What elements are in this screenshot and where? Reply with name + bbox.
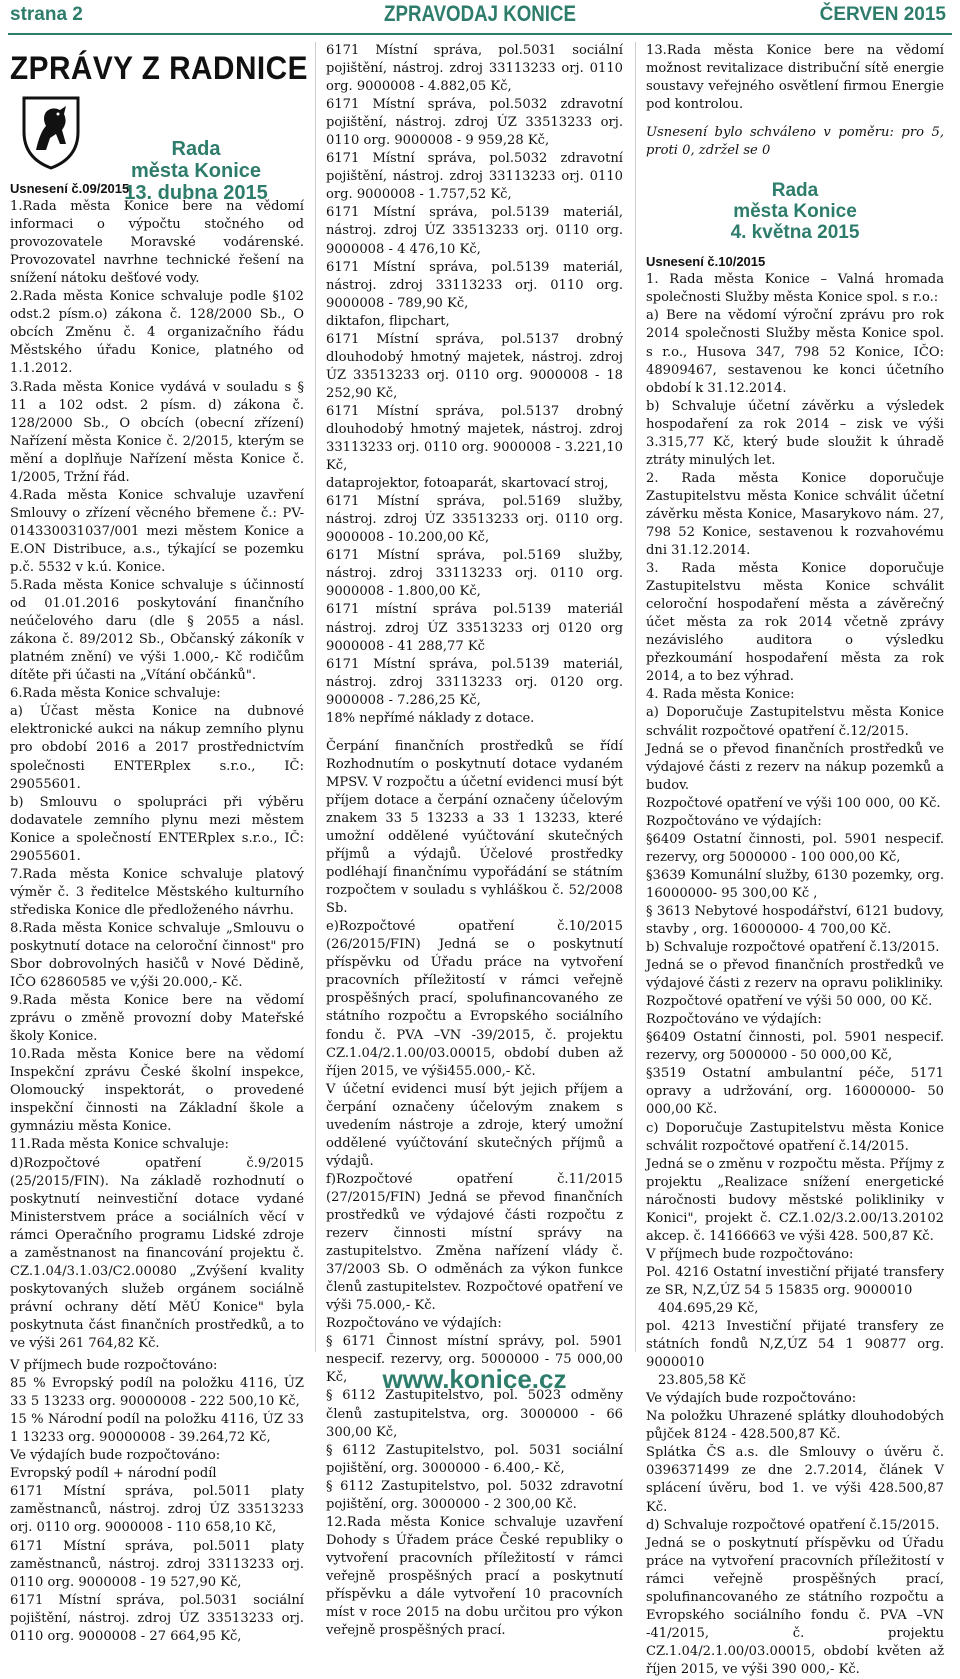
column-divider: [315, 42, 316, 1352]
paragraph: dataprojektor, fotoaparát, skartovací stroj,: [326, 476, 609, 492]
paragraph: Rozpočtové opatření ve výši 100 000, 00 Kč.: [646, 795, 941, 811]
paragraph: 6171 Místní správa, pol.5137 drobný dlouhodobý hmotný majetek, nástroj. zdroj ÚZ 33513233 orj. 0110 org. 9000008 - 18 252,90 Kč,: [326, 331, 623, 401]
paragraph: § 6112 Zastupitelstvo, pol. 5023 odměny členů zastupitelstva, org. 3000000 - 66 300,00 Kč,: [326, 1388, 623, 1440]
paragraph: 12.Rada města Konice schvaluje uzavření Dohody s Úřadem práce České republiky o vytvoření pracovních příležitostí v rámci veřejně prospěšných prací a poskytnutí příspěvku a dále vytvoření 10 pracovních míst v roce 2015 na dobu určitou pro výkon veřejně prospěšných prací.: [326, 1514, 623, 1639]
paragraph: 10.Rada města Konice bere na vědomí Inspekční zprávu České školní inspekce, Olomoucký inspektorát, o provedené inspekční činnosti na Základní škole a gymnáziu města Konice.: [10, 1047, 304, 1135]
paragraph: c) Doporučuje Zastupitelstvu města Konice schválit rozpočtové opatření č.14/2015.: [646, 1120, 944, 1154]
paragraph: Ve výdajích bude rozpočtováno:: [10, 1448, 221, 1464]
banner-sub-date: 13. dubna 2015: [124, 182, 268, 204]
paragraph: 2. Rada města Konice doporučuje Zastupitelstvu města Konice schválit účetní závěrku města Konice, Masarykovo nám. 27, 798 52 Konice, sestavenou k rozvahovému dni 31.12.2014.: [646, 470, 944, 559]
paragraph: Rozpočtováno ve výdajích:: [326, 1316, 502, 1332]
paragraph: 6171 Místní správa, pol.5169 služby, nástroj. zdroj 33113233 orj. 0110 org. 9000008 - 1.800,00 Kč,: [326, 548, 623, 600]
column-left: [10, 180, 304, 1646]
paragraph: b) Schvaluje účetní závěrku a výsledek hospodaření za rok 2014 – zisk ve výši 3.315,77 Kč, který bude sloužit k úhradě ztráty minulých let.: [646, 398, 944, 468]
paragraph: f)Rozpočtové opatření č.11/2015 (27/2015/FIN) Jedná se převod finančních prostředků ve výdajové části rozpočtu z rezerv činnosti místní správy na zastupitelstvo. Změna nařízení vlády č. 37/2003 Sb. O odměnách za výkon funkce členů zastupitelstev. Rozpočtové opatření ve výši 75.000,- Kč.: [326, 1171, 623, 1314]
paragraph: 6171 Místní správa, pol.5139 materiál, nástroj. zdroj 33113233 orj. 0120 org. 9000008 - 7.286,25 Kč,: [326, 656, 623, 708]
header-rule: [8, 33, 952, 35]
paragraph: Evropský podíl + národní podíl: [10, 1466, 217, 1482]
paragraph: 6171 místní správa pol.5139 materiál nástroj. zdroj ÚZ 33513233 orj 0120 org 9000008 - 41 288,77 Kč: [326, 602, 623, 654]
paragraph: d) Schvaluje rozpočtové opatření č.15/2015.: [646, 1517, 940, 1533]
paragraph: Rozpočtováno ve výdajích:: [646, 1012, 822, 1028]
banner-sub-town: města Konice: [130, 160, 262, 182]
paragraph: 85 % Evropský podíl na položku 4116, ÚZ 33 5 13233 org. 90000008 - 222 500,10 Kč,: [10, 1376, 304, 1410]
paragraph: 6171 Místní správa, pol.5137 drobný dlouhodobý hmotný majetek, nástroj. zdroj 33113233 orj. 0110 org. 9000008 - 3.221,10 Kč,: [326, 403, 623, 474]
column-right: [646, 42, 944, 1679]
paragraph: 8.Rada města Konice schvaluje „Smlouvu o poskytnutí dotace na celoroční činnost" pro Sbor dobrovolných hasičů v Nové Dědině, IČO 62860585 ve v,ýši 20.000,- Kč.: [10, 920, 304, 991]
paragraph: Jedná se o poskytnutí příspěvku od Úřadu práce na vytvoření pracovních příležitostí v rámci veřejně prospěšných prací, spolufinancovaného ze státního rozpočtu a Evropského sociálního fondu č. PVA –VN -41/2015, č. projektu CZ.1.04/2.1.00/03.00015, období květen až říjen 2015, ve výši 390 000,- Kč.: [646, 1535, 944, 1677]
paragraph: § 6112 Zastupitelstvo, pol. 5031 sociální pojištění, org. 3000000 - 6.400,- Kč,: [326, 1442, 623, 1476]
paragraph: 6171 Místní správa, pol.5031 sociální pojištění, nástroj. zdroj ÚZ 33513233 orj. 0110 org. 9000008 - 27 664,95 Kč,: [10, 1592, 304, 1644]
paragraph: §3639 Komunální služby, 6130 pozemky, org. 16000000- 95 300,00 Kč ,: [646, 867, 944, 901]
paragraph: 7.Rada města Konice schvaluje platový výměr č. 3 ředitelce Městského kulturního střediska Konice dle předloženého návrhu.: [10, 866, 304, 918]
paragraph: V příjmech bude rozpočtováno:: [10, 1358, 218, 1374]
paragraph: 6171 Místní správa, pol.5139 materiál, nástroj. zdroj ÚZ 33513233 orj. 0110 org. 9000008 - 4 476,10 Kč,: [326, 205, 623, 257]
paragraph: 15 % Národní podíl na položku 4116, ÚZ 33 1 13233 org. 90000008 - 39.264,72 Kč,: [10, 1412, 304, 1446]
paragraph: Rozpočtové opatření ve výši 50 000, 00 Kč.: [646, 994, 933, 1010]
paragraph: V příjmech bude rozpočtováno:: [646, 1246, 854, 1262]
heading-town: města Konice: [733, 201, 857, 223]
newsletter-title: ZPRAVODAJ KONICE: [384, 1, 576, 26]
paragraph: 9.Rada města Konice bere na vědomí zprávu o změně provozní doby Mateřské školy Konice.: [10, 993, 304, 1045]
paragraph: 6.Rada města Konice schvaluje:: [10, 686, 221, 702]
paragraph: 2.Rada města Konice schvaluje podle §102 odst.2 písm.o) zákona č. 128/2000 Sb., O obcích Změnu č. 4 organizačního řádu Městského úřadu Konice, platného od 1.1.2012.: [10, 289, 304, 377]
column-middle: [326, 42, 623, 1640]
town-crest-icon: [16, 92, 86, 170]
paragraph: e)Rozpočtové opatření č.10/2015 (26/2015/FIN) Jedná se o poskytnutí příspěvku od Úřadu práce na vytvoření pracovních příležitostí v rámci veřejně prospěšných prací, spolufinancovaného ze státního rozpočtu a Evropského sociálního fondu č. PVA –VN -39/2015, č. projektu CZ.1.04/2.1.00/03.00015, období duben až říjen 2015, ve výši455.000,- Kč.: [326, 919, 623, 1079]
paragraph: §3519 Ostatní ambulantní péče, 5171 opravy a udržování, org. 16000000- 50 000,00 Kč.: [646, 1066, 944, 1118]
resolution-number: Usnesení č.10/2015: [646, 254, 766, 270]
paragraph: 6171 Místní správa, pol.5032 zdravotní pojištění, nástroj. zdroj 33113233 orj. 0110 org. 9000008 - 1.757,52 Kč,: [326, 151, 623, 203]
paragraph: b) Schvaluje rozpočtové opatření č.13/2015.: [646, 940, 940, 956]
paragraph: 4. Rada města Konice:: [646, 687, 795, 703]
paragraph: Splátka ČS a.s. dle Smlouvy o úvěru č. 0396371499 ze dne 2.7.2014, článek V splácení úvěru, bod 1. ve výši 428.500,87 Kč.: [646, 1445, 944, 1515]
paragraph: 4.Rada města Konice schvaluje uzavření Smlouvy o zřízení věcného břemene č.: PV-014330031037/001 mezi městem Konice a E.ON Distribuce, a.s., týkající se pozemku p.č. 5532 v k.ú. Konice.: [10, 487, 304, 575]
paragraph: Rozpočtováno ve výdajích:: [646, 813, 822, 829]
paragraph: 6171 Místní správa, pol.5032 zdravotní pojištění, nástroj. zdroj ÚZ 33513233 orj. 0110 org. 9000008 - 9 959,28 Kč,: [326, 97, 623, 149]
paragraph: V účetní evidenci musí být jejich příjem a čerpání označeny účelovým znakem s uvedením nástroje a zdroje, který umožní oddělené vyúčtování skutečných příjmů a výdajů.: [326, 1081, 623, 1169]
paragraph: Na položku Uhrazené splátky dlouhodobých půjček 8124 - 428.500,87 Kč.: [646, 1409, 944, 1443]
column-divider: [635, 42, 636, 1352]
paragraph: d)Rozpočtové opatření č.9/2015 (25/2015/FIN). Na základě rozhodnutí o poskytnutí neinvestiční dotace vydané Ministerstvem práce a sociálních věcí v rámci Operačního programu Lidské zdroje a zaměstnanost na financování projektu č. CZ.1.04/3.1.03/C2.00080 „Zvýšení kvality poskytovaných služeb orgánem sociálně právní ochrany dětí MěÚ Konice" byla poskytnuta část finančních prostředků, a to ve výši 261 764,82 Kč.: [10, 1155, 304, 1351]
website-link[interactable]: www.konice.cz: [382, 1364, 567, 1394]
paragraph: 6171 Místní správa, pol.5169 služby, nástroj. zdroj ÚZ 33513233 orj. 0110 org. 9000008 - 10.200,00 Kč,: [326, 494, 623, 546]
paragraph: 3. Rada města Konice doporučuje Zastupitelstvu města Konice schválit celoroční hospodaření města a závěrečný účet města za rok 2014 včetně zprávy nezávislého auditora o výsledku přezkoumání hospodaření města za rok 2014, a to bez výhrad.: [646, 561, 944, 685]
paragraph: 6171 Místní správa, pol.5139 materiál, nástroj. zdroj 33113233 orj. 0110 org. 9000008 - 789,90 Kč,: [326, 259, 623, 311]
paragraph: Jedná se o změnu v rozpočtu města. Příjmy z projektu „Realizace snížení energetické náročnosti budovy městské polikliniky v Konici", projekt č. CZ.1.02/3.2.00/13.20102 akcep. č. 14166663 ve výši 428. 500,87 Kč.: [646, 1156, 944, 1244]
paragraph: a) Doporučuje Zastupitelstvu města Konice schválit rozpočtové opatření č.12/2015.: [646, 705, 944, 739]
paragraph: Čerpání finančních prostředků se řídí Rozhodnutím o poskytnutí dotace vydaném MPSV. V rozpočtu a účetní evidenci musí být příjem dotace a čerpání označeny účelovým znakem 33 5 13233 a 33 1 13233, které umožní oddělené vyúčtování skutečných příjmů a výdajů. Účelové prostředky podléhají finančnímu vypořádání se státním rozpočtem v souladu s vyhláškou č. 52/2008 Sb.: [326, 738, 623, 917]
paragraph: 18% nepřímé náklady z dotace.: [326, 710, 535, 726]
banner-sub-rada: Rada: [171, 138, 221, 160]
paragraph: a) Bere na vědomí výroční zprávu pro rok 2014 společnosti Služby města Konice spol. s r.o., Husova 347, 798 52 Konice, IČO: 48909467, sestavenou ke konci účetního období k 31.12.2014.: [646, 308, 944, 396]
paragraph: Jedná se o převod finančních prostředků ve výdajové části z rezerv na nákup pozemků a budov.: [646, 741, 944, 793]
paragraph: a) Účast města Konice na dubnové elektronické aukci na nákup zemního plynu pro období 2016 a 2017 prostřednictvím společnosti ENTERplex s.r.o., IČ: 29055601.: [10, 704, 304, 792]
heading-date: 4. května 2015: [730, 222, 860, 244]
paragraph: § 6112 Zastupitelstvo, pol. 5032 zdravotní pojištění, org. 3000000 - 2 300,00 Kč.: [326, 1478, 623, 1512]
heading-rada: Rada: [771, 180, 819, 202]
paragraph: 1.Rada města Konice bere na vědomí informaci o výpočtu stočného od provozovatele Moravské vodárenské. Provozovatel navrhne technické řešení na snížení nátoku dešťové vody.: [10, 199, 304, 287]
page-number: strana 2: [10, 4, 83, 25]
paragraph: 3.Rada města Konice vydává v souladu s § 11 a 102 odst. 2 písm. d) zákona č. 128/2000 Sb., O obcích (obecní zřízení) Nařízení města Konice č. 2/2015, kterým se mění a doplňuje Nařízení města Konice č. 1/2005, Tržní řád.: [10, 379, 304, 485]
paragraph: 6171 Místní správa, pol.5031 sociální pojištění, nástroj. zdroj 33113233 orj. 0110 org. 9000008 - 4.882,05 Kč,: [326, 43, 623, 95]
paragraph: 1. Rada města Konice – Valná hromada společnosti Služby města Konice spol. s r.o.:: [646, 272, 944, 306]
paragraph: §6409 Ostatní činnosti, pol. 5901 nespecif. rezervy, org 5000000 - 100 000,00 Kč,: [646, 831, 944, 865]
resolution-number: Usnesení č.09/2015: [10, 181, 130, 196]
page-header: [0, 0, 960, 32]
paragraph: §6409 Ostatní činnosti, pol. 5901 nespecif. rezervy, org 5000000 - 50 000,00 Kč,: [646, 1030, 944, 1064]
paragraph: 6171 Místní správa, pol.5011 platy zaměstnanců, nástroj. zdroj 33113233 orj. 0110 org. 9000008 - 19 527,90 Kč,: [10, 1538, 304, 1590]
paragraph: Pol. 4216 Ostatní investiční přijaté transfery ze SR, N,Z,ÚZ 54 5 15835 org. 9000010: [646, 1264, 944, 1298]
paragraph: 13.Rada města Konice bere na vědomí možnost revitalizace distribuční sítě energie soustavy veřejného osvětlení firmou Energie pod kontrolou.: [646, 43, 944, 113]
banner-title: ZPRÁVY Z RADNICE: [10, 50, 308, 86]
paragraph: Jedná se o převod finančních prostředků ve výdajové části z rezerv na opravu polikliniky.: [646, 958, 944, 992]
vote-result: Usnesení bylo schváleno v poměru: pro 5, proti 0, zdržel se 0: [646, 125, 944, 159]
paragraph: 5.Rada města Konice schvaluje s účinností od 01.01.2016 poskytování finančního neúčelového daru (dle § 2055 a násl. zákona č. 89/2012 Sb., Občanský zákoník v platném znění) ve výši 1.000,- Kč rodičům dítěte při účasti na „Vítání občánků".: [10, 578, 304, 684]
meeting-heading: [646, 180, 944, 243]
paragraph: 6171 Místní správa, pol.5011 platy zaměstnanců, nástroj. zdroj ÚZ 33513233 orj. 0110 org. 9000008 - 110 658,10 Kč,: [10, 1484, 304, 1536]
paragraph: 404.695,29 Kč,: [658, 1301, 759, 1316]
issue-month: ČERVEN 2015: [819, 4, 946, 25]
paragraph: § 6171 Činnost místní správy, pol. 5901 nespecif. rezervy, org. 5000000 - 75 000,00 Kč,: [326, 1334, 623, 1386]
paragraph: § 3613 Nebytové hospodářství, 6121 budovy, stavby , org. 16000000- 4 700,00 Kč.: [646, 903, 944, 938]
paragraph: pol. 4213 Investiční přijaté transfery ze státních fondů N,Z,ÚZ 54 1 90877 org. 9000010: [646, 1319, 944, 1371]
paragraph: 11.Rada města Konice schvaluje:: [10, 1137, 229, 1153]
paragraph: diktafon, flipchart,: [326, 313, 450, 329]
paragraph: b) Smlouvu o spolupráci při výběru dodavatele zemního plynu mezi městem Konice a společností ENTERplex s.r.o., IČ: 29055601.: [10, 794, 304, 864]
paragraph: Ve výdajích bude rozpočtováno:: [646, 1391, 857, 1407]
paragraph: 23.805,58 Kč: [658, 1373, 746, 1389]
